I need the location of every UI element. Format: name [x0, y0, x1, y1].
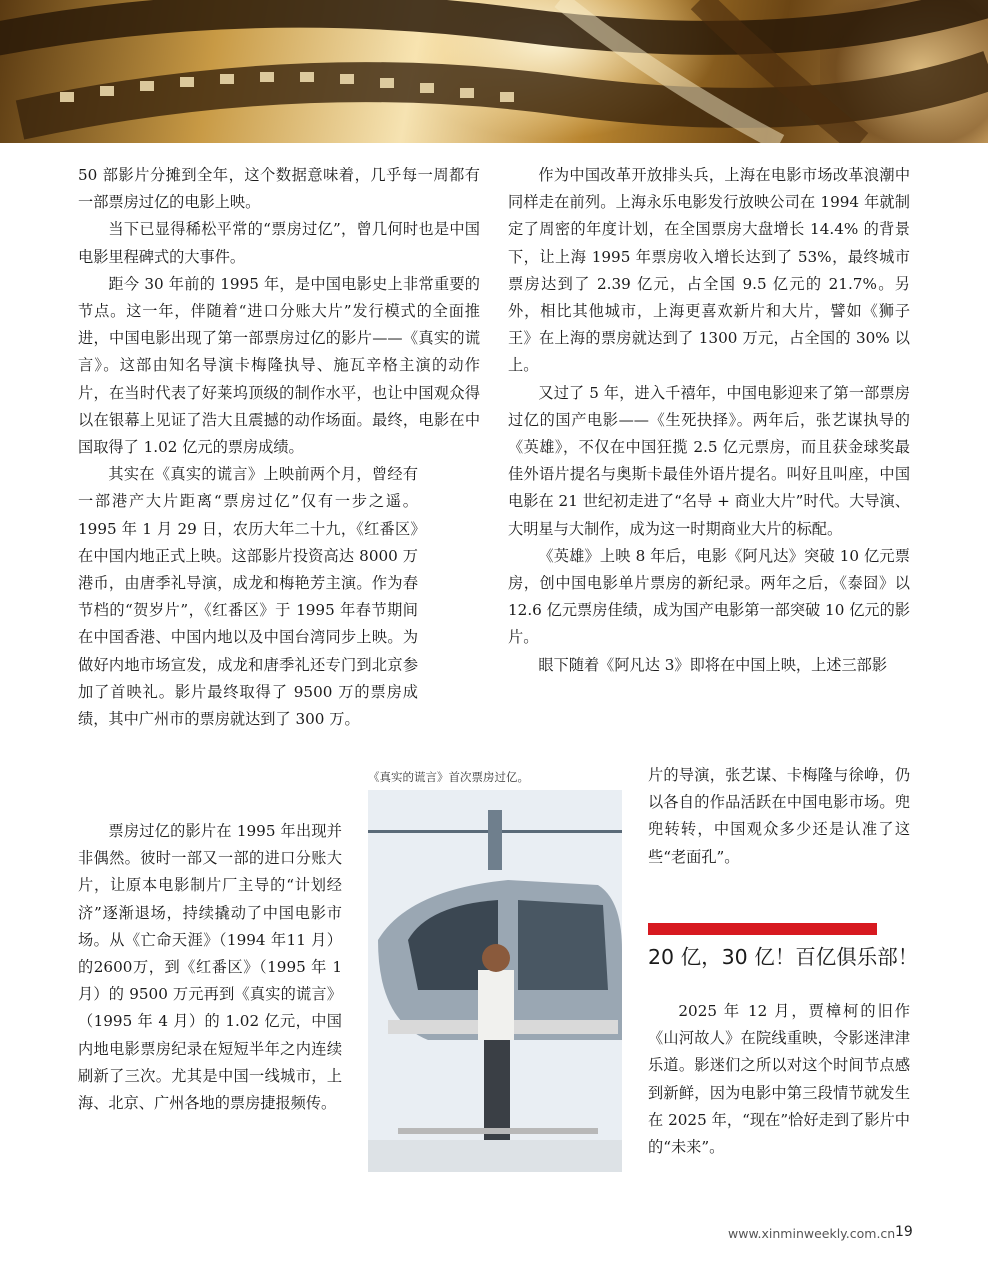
- paragraph: 《英雄》上映 8 年后，电影《阿凡达》突破 10 亿元票房，创中国电影单片票房的新纪录。两年之后，《泰囧》以 12.6 亿元票房佳绩，成为国产电影第一部突破 10 亿元的影片。: [508, 546, 910, 647]
- paragraph: 距今 30 年前的 1995 年，是中国电影史上非常重要的节点。这一年，伴随着“进口分账大片”发行模式的全面推进，中国电影出现了第一部票房过亿的影片——《真实的谎言》。这部由知名导演卡梅隆执导、施瓦辛格主演的动作片，在当时代表了好莱坞顶级的制作水平，也让中国观众得以在银幕上见证了浩大且震撼的动作场面。最终，电影在中国取得了 1.02 亿元的票房成绩。: [78, 274, 480, 457]
- left-column: [78, 162, 480, 733]
- footer-website-link[interactable]: www.xinminweekly.com.cn: [728, 1226, 896, 1241]
- paragraph: 票房过亿的影片在 1995 年出现并非偶然。彼时一部又一部的进口分账大片，让原本电影制片厂主导的“计划经济”逐渐退场，持续撬动了中国电影市场。从《亡命天涯》（1994 年11 月）的2600万，到《红番区》（1995 年 1 月）的 9500 万元再到《真实的谎言》（1995 年 4 月）的 1.02 亿元，中国内地电影票房纪录在短短半年之内连续刷新了三次。尤其是中国一线城市，上海、北京、广州各地的票房捷报频传。: [78, 822, 342, 1113]
- section-body: [648, 998, 910, 1161]
- paragraph: 作为中国改革开放排头兵，上海在电影市场改革浪潮中同样走在前列。上海永乐电影发行放映公司在 1994 年就制定了周密的年度计划，在全国票房大盘增长 14.4% 的背景下，让上海 1995 年票房收入增长达到了 53%，最终城市票房达到了 2.39 亿元，占全国 9.5 亿元的 21.7%。另外，相比其他城市，上海更喜欢新片和大片，譬如《狮子王》在上海的票房就达到了 1300 万元，占全国的 30% 以上。: [508, 166, 910, 375]
- section-accent-bar: [648, 923, 877, 935]
- paragraph: 50 部影片分摊到全年，这个数据意味着，几乎每一周都有一部票房过亿的电影上映。: [78, 166, 480, 212]
- film-strip-graphic: [0, 0, 988, 143]
- paragraph: 眼下随着《阿凡达 3》即将在中国上映，上述三部影: [538, 655, 888, 674]
- helicopter-movie-still-image: [368, 790, 622, 1172]
- right-column: [508, 162, 910, 679]
- paragraph: 2025 年 12 月，贾樟柯的旧作《山河故人》在院线重映，令影迷津津乐道。影迷们之所以对这个时间节点感到新鲜，因为电影中第三段情节就发生在 2025 年，“现在”恰好走到了影片中的“未来”。: [648, 1002, 910, 1157]
- right-narrow-column: [648, 762, 910, 871]
- page-number: 19: [895, 1224, 913, 1240]
- paragraph: 其实在《真实的谎言》上映前两个月，曾经有一部港产大片距离“票房过亿”仅有一步之遥。1995 年 1 月 29 日，农历大年二十九，《红番区》在中国内地正式上映。这部影片投资高达 8000 万港币，由唐季礼导演，成龙和梅艳芳主演。作为春节档的“贺岁片”，《红番区》于 1995 年春节期间在中国香港、中国内地以及中国台湾同步上映。为做好内地市场宣发，成龙和唐季礼还专门到北京参加了首映礼。影片最终取得了 9500 万的票房成绩，其中广州市的票房就达到了 300 万。: [78, 465, 418, 729]
- film-reel-banner-image: [0, 0, 988, 143]
- paragraph: 又过了 5 年，进入千禧年，中国电影迎来了第一部票房过亿的国产电影——《生死抉择》。两年后，张艺谋执导的《英雄》，不仅在中国狂揽 2.5 亿元票房，而且获金球奖最佳外语片提名与奥斯卡最佳外语片提名。叫好且叫座，中国电影在 21 世纪初走进了“名导 + 商业大片”时代。大导演、大明星与大制作，成为这一时期商业大片的标配。: [508, 383, 910, 538]
- paragraph: 片的导演，张艺谋、卡梅隆与徐峥，仍以各自的作品活跃在中国电影市场。兜兜转转，中国观众多少还是认准了这些“老面孔”。: [648, 766, 910, 866]
- left-narrow-column: [78, 818, 342, 1117]
- paragraph: 当下已显得稀松平常的“票房过亿”，曾几何时也是中国电影里程碑式的大事件。: [78, 220, 480, 266]
- photo-caption: 《真实的谎言》首次票房过亿。: [368, 770, 529, 784]
- section-heading: 20 亿，30 亿！百亿俱乐部！: [648, 945, 919, 969]
